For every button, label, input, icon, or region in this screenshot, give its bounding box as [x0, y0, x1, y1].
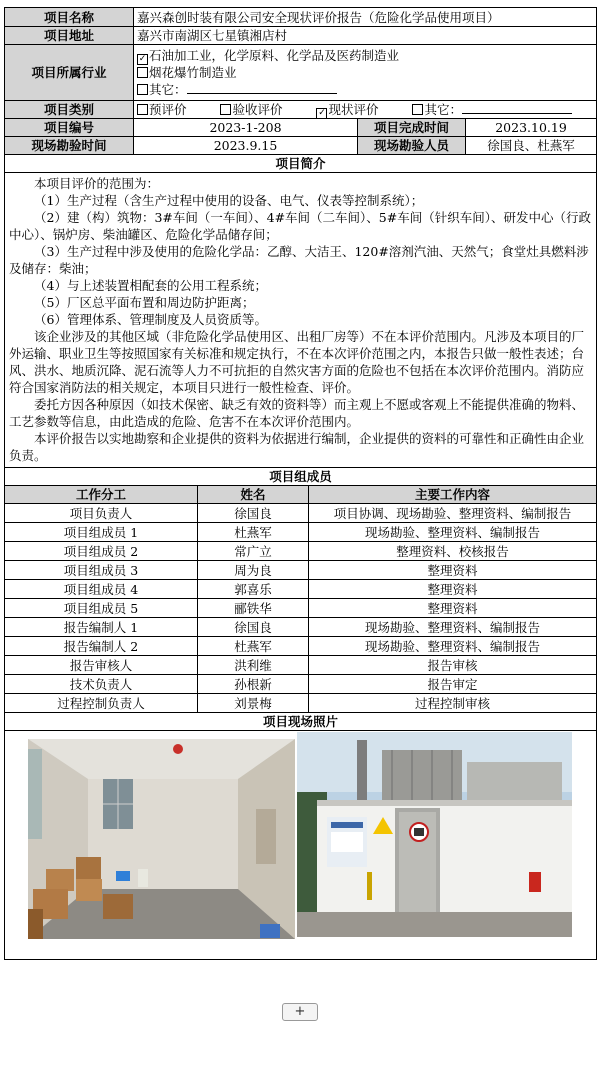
industry-option-3[interactable]: 其它： — [137, 81, 593, 98]
intro-paragraph: 该企业涉及的其他区域（非危险化学品使用区、出租厂房等）不在本评价范围内。凡涉及本项目的厂外运输、职业卫生等按照国家有关标准和规定执行，不在本次评价范围之内，本报告只做一般性表述；台风、洪水、地质沉降、泥石流等人力不可抗拒的自然灾害方面的危险也不包括在本次评价范围内。消防应符合国家消防法的相关规定，本项目只进行一般性检查、评价。 — [9, 329, 585, 395]
members-title: 项目组成员 — [5, 468, 597, 486]
table-row — [5, 504, 597, 523]
table-row — [5, 580, 597, 599]
checkbox-empty-icon[interactable] — [137, 67, 148, 78]
table-row — [5, 656, 597, 675]
person-cell: 郦铁华 — [198, 599, 309, 618]
checkbox-empty-icon[interactable] — [137, 84, 148, 95]
survey-time-label: 现场勘验时间 — [5, 137, 134, 155]
project-name-label: 项目名称 — [5, 8, 134, 27]
info-table — [4, 7, 597, 468]
table-row — [5, 542, 597, 561]
project-number-label: 项目编号 — [5, 119, 134, 137]
intro-paragraph: （3）生产过程中涉及使用的危险化学品：乙醇、大洁王、120#溶剂汽油、天然气；食堂灶具燃料涉及储存：柴油； — [9, 244, 589, 276]
intro-body — [5, 173, 597, 468]
intro-paragraph: （1）生产过程（含生产过程中使用的设备、电气、仪表等控制系统）； — [34, 193, 424, 208]
other-blank-line[interactable] — [462, 102, 572, 114]
duty-cell: 整理资料 — [309, 599, 597, 618]
duty-cell: 现场勘验、整理资料、编制报告 — [309, 637, 597, 656]
intro-paragraph: （6）管理体系、管理制度及人员资质等。 — [34, 312, 267, 327]
role-cell: 报告编制人 1 — [5, 618, 198, 637]
project-name-value: 嘉兴森创时装有限公司安全现状评价报告（危险化学品使用项目） — [134, 8, 597, 27]
duty-cell: 报告审定 — [309, 675, 597, 694]
category-option-4[interactable]: 其它： — [412, 102, 572, 117]
role-cell: 项目组成员 1 — [5, 523, 198, 542]
intro-paragraph: 委托方因各种原因（如技术保密、缺乏有效的资料等）而主观上不愿或客观上不能提供准确的物料、工艺参数等信息，由此造成的危险、危害不在本次评价范围内。 — [9, 397, 585, 429]
industry-option-1[interactable]: ✓ 石油加工业，化学原料、化学品及医药制造业 — [138, 48, 400, 64]
person-cell: 洪利维 — [198, 656, 309, 675]
duty-cell: 现场勘验、整理资料、编制报告 — [309, 618, 597, 637]
role-cell: 报告编制人 2 — [5, 637, 198, 656]
intro-paragraph: （2）建（构）筑物：3#车间（一车间）、4#车间（二车间）、5#车间（针织车间）、研发中心（行政中心）、锅炉房、柴油罐区、危险化学品储存间； — [9, 210, 591, 242]
intro-title: 项目简介 — [5, 155, 597, 173]
duty-cell: 现场勘验、整理资料、编制报告 — [309, 523, 597, 542]
industry-option-2[interactable]: 烟花爆竹制造业 — [137, 64, 593, 81]
role-cell: 项目组成员 2 — [5, 542, 198, 561]
person-cell: 郭喜乐 — [198, 580, 309, 599]
site-photo-storage-room — [28, 739, 295, 939]
person-cell: 杜燕军 — [198, 637, 309, 656]
report-form — [4, 7, 596, 960]
site-photo-storage-building — [297, 732, 572, 937]
category-option-2[interactable]: 验收评价 — [220, 102, 282, 117]
person-cell: 周为良 — [198, 561, 309, 580]
table-row — [5, 599, 597, 618]
role-cell: 项目负责人 — [5, 504, 198, 523]
intro-paragraph: 本评价报告以实地勘察和企业提供的资料为依据进行编制，企业提供的资料的可靠性和正确性由企业负责。 — [9, 431, 585, 463]
duty-cell: 报告审核 — [309, 656, 597, 675]
photos-title: 项目现场照片 — [5, 713, 597, 731]
project-address-label: 项目地址 — [5, 27, 134, 45]
person-cell: 刘景梅 — [198, 694, 309, 713]
role-cell: 项目组成员 3 — [5, 561, 198, 580]
duty-cell: 过程控制审核 — [309, 694, 597, 713]
table-row — [5, 618, 597, 637]
checkbox-empty-icon[interactable] — [220, 104, 231, 115]
complete-time-value: 2023.10.19 — [466, 119, 597, 137]
duty-cell: 整理资料、校核报告 — [309, 542, 597, 561]
industry-label: 项目所属行业 — [5, 45, 134, 101]
person-cell: 杜燕军 — [198, 523, 309, 542]
checkbox-empty-icon[interactable] — [137, 104, 148, 115]
survey-people-value: 徐国良、杜燕军 — [466, 137, 597, 155]
industry-options — [134, 45, 597, 101]
table-row — [5, 675, 597, 694]
other-blank-line[interactable] — [187, 82, 337, 94]
checkbox-checked-icon[interactable]: ✓ — [138, 54, 147, 64]
intro-paragraph: （5）厂区总平面布置和周边防护距离； — [34, 295, 255, 310]
photos-cell — [5, 731, 597, 960]
table-row — [5, 561, 597, 580]
checkbox-empty-icon[interactable] — [412, 104, 423, 115]
person-cell: 孙根新 — [198, 675, 309, 694]
category-option-3[interactable]: ✓ 现状评价 — [318, 102, 379, 118]
project-address-value: 嘉兴市南湖区七星镇湘店村 — [134, 27, 597, 45]
members-header: 姓名 — [198, 486, 309, 504]
add-button[interactable]: + — [282, 1003, 318, 1021]
role-cell: 报告审核人 — [5, 656, 198, 675]
role-cell: 项目组成员 5 — [5, 599, 198, 618]
duty-cell: 整理资料 — [309, 561, 597, 580]
role-cell: 过程控制负责人 — [5, 694, 198, 713]
checkbox-checked-icon[interactable]: ✓ — [318, 108, 326, 118]
role-cell: 项目组成员 4 — [5, 580, 198, 599]
table-row — [5, 694, 597, 713]
survey-people-label: 现场勘验人员 — [358, 137, 466, 155]
survey-time-value: 2023.9.15 — [134, 137, 358, 155]
person-cell: 常广立 — [198, 542, 309, 561]
intro-paragraph: （4）与上述装置相配套的公用工程系统； — [34, 278, 267, 293]
duty-cell: 项目协调、现场勘验、整理资料、编制报告 — [309, 504, 597, 523]
category-label: 项目类别 — [5, 101, 134, 119]
duty-cell: 整理资料 — [309, 580, 597, 599]
category-option-1[interactable]: 预评价 — [137, 102, 187, 117]
person-cell: 徐国良 — [198, 504, 309, 523]
complete-time-label: 项目完成时间 — [358, 119, 466, 137]
person-cell: 徐国良 — [198, 618, 309, 637]
members-header: 主要工作内容 — [309, 486, 597, 504]
category-options — [134, 101, 597, 119]
project-number-value: 2023-1-208 — [134, 119, 358, 137]
intro-paragraph: 本项目评价的范围为： — [34, 176, 160, 191]
table-row — [5, 523, 597, 542]
role-cell: 技术负责人 — [5, 675, 198, 694]
members-header: 工作分工 — [5, 486, 198, 504]
table-row — [5, 637, 597, 656]
members-table — [4, 467, 597, 960]
